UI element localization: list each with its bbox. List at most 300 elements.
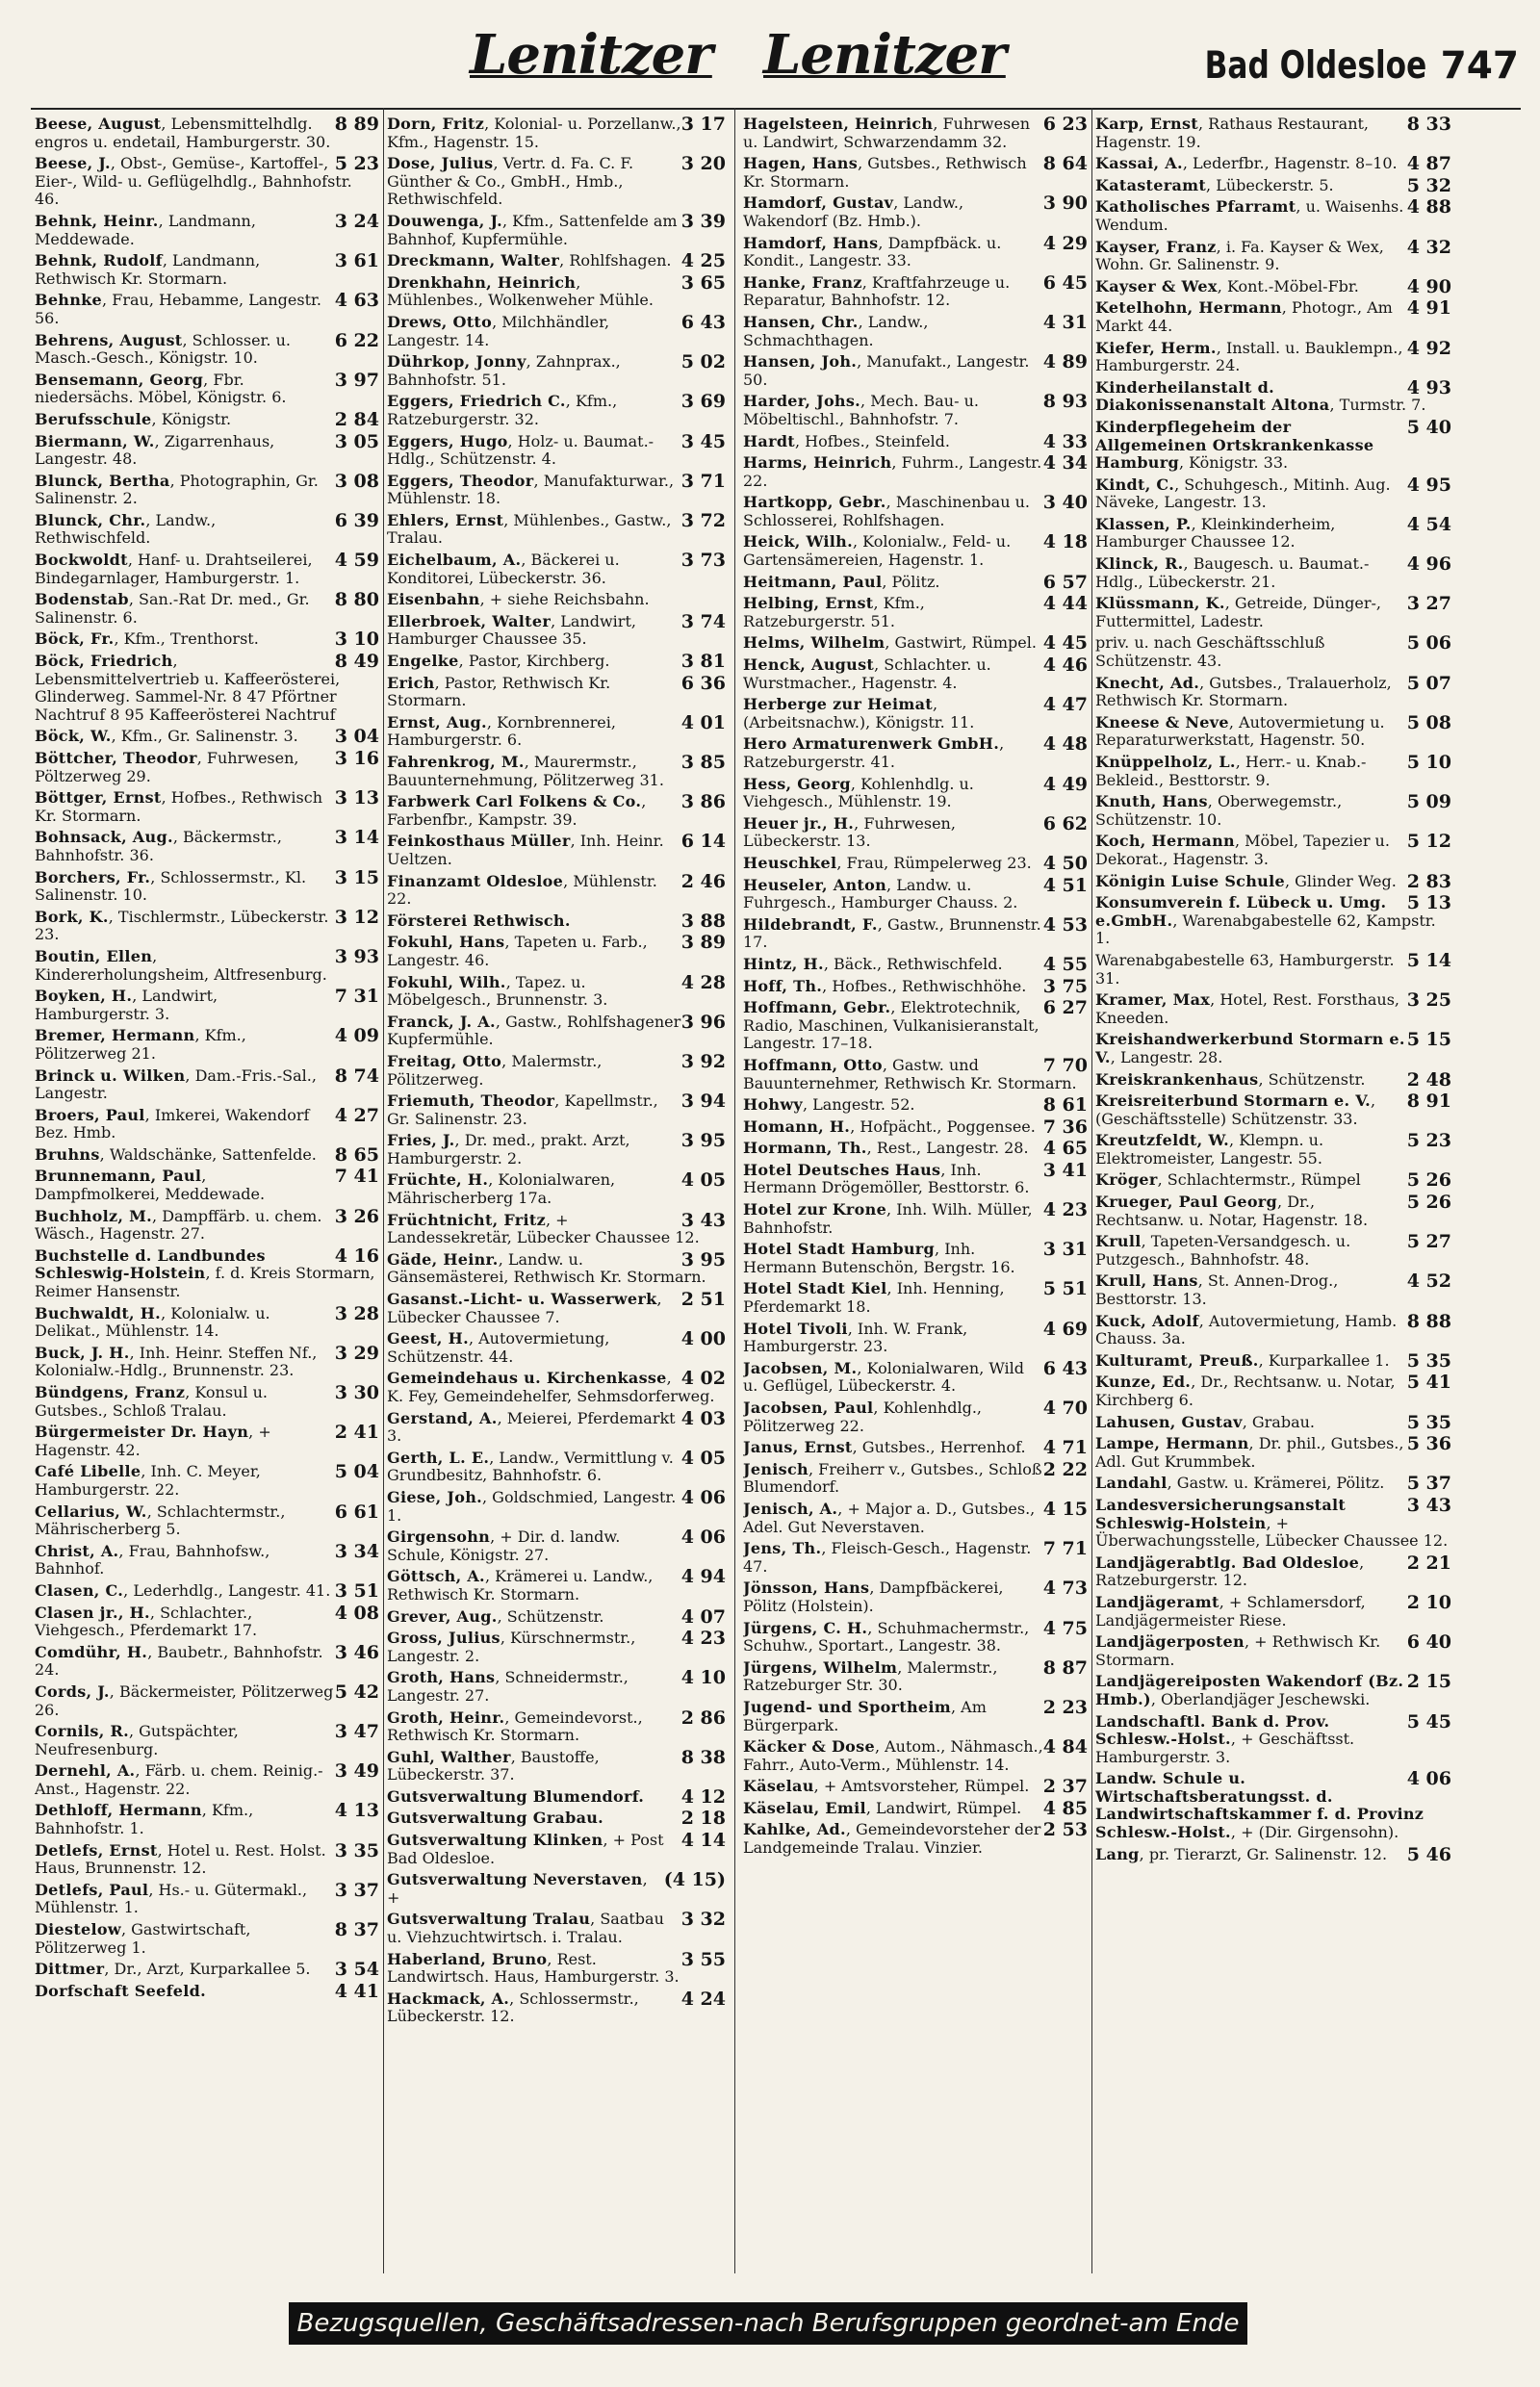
directory-entry: 3 89 Fokuhl, Hans, Tapeten u. Farb., Langestr. 46. <box>387 932 726 969</box>
entry-description: Frau, Rümpelerweg 23. <box>846 853 1032 872</box>
entry-description: Holz- u. Baumat.-Hdlg., Schützenstr. 4. <box>387 431 654 469</box>
entry-name: Helbing, Ernst <box>743 594 874 613</box>
entry-name: Landjägerabtlg. Bad Oldesloe <box>1095 1553 1360 1572</box>
entry-name: Groth, Heinr. <box>387 1707 505 1727</box>
entry-name: Försterei Rethwisch. <box>387 911 571 930</box>
entry-description: Schuhgesch., Mitinh. Aug. Näveke, Langestr. 13. <box>1095 475 1391 512</box>
directory-entry: 5 26 Krueger, Paul Georg, Dr., Rechtsanw. u. Notar, Hagenstr. 18. <box>1095 1192 1451 1229</box>
entry-description: Schlossermstr., Kl. Salinenstr. 10. <box>35 867 307 905</box>
entry-description: Inh. Heinr. Steffen Nf., Kolonialw.-Hdlg., Brunnenstr. 23. <box>35 1343 318 1380</box>
directory-entry: 4 95 Kindt, C., Schuhgesch., Mitinh. Aug. Näveke, Langestr. 13. <box>1095 474 1451 512</box>
entry-description: Autovermietung u. Reparaturwerkstatt, Hagenstr. 50. <box>1095 712 1385 750</box>
entry-description: Schlachter., Viehgesch., Pferdemarkt 17. <box>35 1603 258 1640</box>
directory-entry: 6 22 Behrens, August, Schlosser. u. Masch.-Gesch., Königstr. 10. <box>35 329 379 368</box>
directory-entry: 8 89 Beese, August, Lebensmittelhdlg. engros u. endetail, Hamburgerstr. 30. <box>35 116 379 151</box>
directory-entry: 3 96 Franck, J. A., Gastw., Rohlfshagener Kupfermühle. <box>387 1011 726 1049</box>
entry-name: Knuth, Hans <box>1095 792 1208 811</box>
phone-number: 5 42 <box>334 1681 379 1703</box>
entry-description: (Arbeitsnachw.), Königstr. 11. <box>743 712 975 732</box>
directory-entry: 8 37 Diestelow, Gastwirtschaft, Pölitzerweg 1. <box>35 1919 379 1957</box>
directory-entry: 4 54 Klassen, P., Kleinkinderheim, Hamburger Chaussee 12. <box>1095 513 1451 552</box>
directory-entry: 2 15 Landjägereiposten Wakendorf (Bz. Hmb.), Oberlandjäger Jeschewski. <box>1095 1671 1451 1708</box>
directory-entry: 3 69 Eggers, Friedrich C., Kfm., Ratzeburgerstr. 32. <box>387 391 726 428</box>
entry-name: Landw. Schule u. Wirtschaftsberatungsst. d. Landwirtschaftskammer f. d. Provinz Schlesw.-Holst. <box>1095 1769 1424 1842</box>
entry-description: Saatbau u. Viehzuchtwirtsch. i. Tralau. <box>387 1910 664 1947</box>
phone-number: 8 37 <box>334 1919 379 1941</box>
entry-name: Behnk, Rudolf <box>35 251 163 270</box>
entry-name: Beese, August <box>35 116 162 133</box>
entry-description: Maurermstr., Bauunternehmung, Pölitzerweg 31. <box>387 753 664 789</box>
phone-number: 3 46 <box>334 1641 379 1663</box>
directory-entry: 4 90 Kayser & Wex, Kont.-Möbel-Fbr. <box>1095 275 1451 297</box>
footer-banner: Bezugsquellen, Geschäftsadressen-nach Berufsgruppen geordnet-am Ende des Buches <box>289 2302 1247 2345</box>
entry-name: Eichelbaum, A. <box>387 551 522 570</box>
entry-name: Käselau, Emil <box>743 1798 866 1817</box>
phone-number: 6 40 <box>1406 1631 1451 1654</box>
entry-description: Hofbes., Steinfeld. <box>805 431 950 450</box>
entry-description: Langestr. 52. <box>812 1095 915 1115</box>
entry-name: Hoff, Th. <box>743 976 823 995</box>
directory-entry: 5 02 Dührkop, Jonny, Zahnprax., Bahnhofstr. 51. <box>387 351 726 389</box>
entry-description: Gastw. u. Krämerei, Pölitz. <box>1176 1474 1385 1493</box>
entry-description: Dampfbäck. u. Kondit., Langestr. 33. <box>743 233 1002 270</box>
directory-entry <box>387 1785 726 1808</box>
entry-name: Ketelhohn, Hermann <box>1095 298 1282 318</box>
entry-name: Kreutzfeldt, W. <box>1095 1131 1230 1150</box>
entry-name: Comdühr, H. <box>35 1642 148 1661</box>
entry-description: Frau, Hebamme, Langestr. 56. <box>35 291 321 327</box>
entry-name: Landesversicherungsanstalt Schleswig-Holstein <box>1095 1495 1347 1532</box>
directory-entry: 5 35 Lahusen, Gustav, Grabau. <box>1095 1411 1451 1433</box>
column-divider <box>1091 108 1092 2273</box>
entry-description: Tapez. u. Möbelgesch., Brunnenstr. 3. <box>387 972 608 1010</box>
entry-description: Kolonialwaren, Wild u. Geflügel, Lübeckerstr. 4. <box>743 1358 1025 1396</box>
entry-description: Kfm., Gr. Salinenstr. 3. <box>120 727 298 746</box>
phone-number: 8 49 <box>334 651 379 673</box>
directory-entry: 4 49 Hess, Georg, Kohlenhdlg. u. Viehgesch., Mühlenstr. 19. <box>743 773 1088 811</box>
entry-description: Warenabgabestelle 62, Kampstr. 1. <box>1095 911 1436 948</box>
directory-entry: 3 10 Böck, Fr., Kfm., Trenthorst. <box>35 629 379 651</box>
entry-description: Bäckerei u. Konditorei, Lübeckerstr. 36. <box>387 551 620 587</box>
entry-name: Kreishandwerkerbund Stormarn e. V. <box>1095 1030 1405 1066</box>
entry-description: Kolonialw. u. Delikat., Mühlenstr. 14. <box>35 1303 270 1341</box>
entry-description: Rest. Landwirtsch. Haus, Hamburgerstr. 3. <box>387 1949 680 1987</box>
directory-entry: 4 70 Jacobsen, Paul, Kohlenhdlg., Pölitzerweg 22. <box>743 1398 1088 1435</box>
phone-number: 3 10 <box>334 629 379 651</box>
entry-description: Landwirt, Rümpel. <box>876 1798 1022 1817</box>
entry-description: Malermstr., Ratzeburger Str. 30. <box>743 1657 998 1695</box>
directory-entry: 4 94 Göttsch, A., Krämerei u. Landw., Rethwisch Kr. Stormarn. <box>387 1566 726 1604</box>
directory-entry: 4 92 Kiefer, Herm., Install. u. Bauklempn., Hamburgerstr. 24. <box>1095 337 1451 375</box>
phone-number: 5 46 <box>1406 1843 1451 1865</box>
entry-name: Bürgermeister Dr. Hayn <box>35 1423 249 1442</box>
entry-name: Clasen, C. <box>35 1580 124 1600</box>
phone-number: 4 28 <box>680 971 726 993</box>
phone-number: 2 10 <box>1406 1591 1451 1613</box>
directory-entry: 4 59 Bockwoldt, Hanf- u. Drahtseilerei, Bindegarnlager, Hamburgerstr. 1. <box>35 550 379 587</box>
entry-description: i. Fa. Kayser & Wex, Wohn. Gr. Salinenstr. 9. <box>1095 237 1384 274</box>
entry-description: f. d. Kreis Stormarn, Reimer Hansenstr. <box>35 1264 375 1301</box>
entry-name: Friemuth, Theodor <box>387 1091 555 1111</box>
phone-number: 3 75 <box>1042 975 1088 997</box>
entry-name: Bockwoldt <box>35 551 128 570</box>
entry-name: Boutin, Ellen <box>35 946 153 965</box>
phone-number: 3 96 <box>680 1011 726 1033</box>
phone-number: 8 88 <box>1406 1310 1451 1332</box>
entry-name: Karp, Ernst <box>1095 116 1198 133</box>
entry-name: Kayser & Wex <box>1095 276 1218 295</box>
entry-name: Fokuhl, Wilh. <box>387 972 506 991</box>
entry-name: Böck, W. <box>35 727 112 746</box>
entry-name: Diestelow <box>35 1920 121 1939</box>
entry-description: Schuhmachermstr., Schuhw., Sportart., Langestr. 38. <box>743 1618 1030 1656</box>
phone-number: 4 63 <box>334 290 379 312</box>
entry-description: Bäck., Rethwischfeld. <box>834 954 1003 973</box>
directory-entry: 6 43 Drews, Otto, Milchhändler, Langestr. 14. <box>387 311 726 349</box>
entry-description: Gemeindevorsteher der Landgemeinde Tralau. Vinzier. <box>743 1820 1041 1858</box>
phone-number: 5 51 <box>1042 1278 1088 1300</box>
entry-description: Kornbrennerei, Hamburgerstr. 6. <box>387 712 616 750</box>
entry-description: Gutsbes., Herrenhof. <box>861 1438 1026 1457</box>
directory-entry: 3 43 Landesversicherungsanstalt Schleswig-Holstein, + Überwachungsstelle, Lübecker Chaussee 12. <box>1095 1494 1451 1551</box>
entry-name: Lang <box>1095 1844 1140 1863</box>
phone-number: 3 54 <box>334 1959 379 1981</box>
entry-name: Kreisreiterbund Stormarn e. V. <box>1095 1091 1371 1111</box>
phone-number: 4 90 <box>1406 275 1451 297</box>
entry-description: Schlachtermstr., Rümpel <box>1167 1170 1361 1190</box>
directory-entry: 4 48 Hero Armaturenwerk GmbH., Ratzeburgerstr. 41. <box>743 733 1088 771</box>
phone-number: 5 08 <box>1406 711 1451 733</box>
phone-number: 6 14 <box>680 831 726 853</box>
entry-name: Guhl, Walther <box>387 1747 511 1766</box>
directory-entry: 8 88 Kuck, Adolf, Autovermietung, Hamb. Chauss. 3a. <box>1095 1310 1451 1348</box>
directory-entry: 4 27 Broers, Paul, Imkerei, Wakendorf Bez. Hmb. <box>35 1104 379 1142</box>
directory-entry: 2 41 Bürgermeister Dr. Hayn, + Hagenstr. 42. <box>35 1422 379 1459</box>
directory-entry <box>387 1810 726 1828</box>
entry-name: Dose, Julius <box>387 154 494 173</box>
entry-name: Käcker & Dose <box>743 1737 875 1757</box>
directory-entry: 3 37 Detlefs, Paul, Hs.- u. Gütermakl., Mühlenstr. 1. <box>35 1879 379 1917</box>
entry-name: Fokuhl, Hans <box>387 933 505 952</box>
phone-number: 2 84 <box>334 408 379 430</box>
phone-number: 4 01 <box>680 711 726 733</box>
entry-description: Gastwirt, Rümpel. <box>894 633 1037 653</box>
directory-entry: 4 06 Giese, Joh., Goldschmied, Langestr. 1. <box>387 1486 726 1525</box>
entry-name: Dührkop, Jonny <box>387 352 526 372</box>
directory-entry: 4 02 Gemeindehaus u. Kirchenkasse, K. Fey, Gemeindehelfer, Sehmsdorferweg. <box>387 1368 726 1405</box>
entry-name: Heuschkel <box>743 853 837 872</box>
phone-number: 5 40 <box>1406 416 1451 438</box>
directory-entry: 2 86 Groth, Heinr., Gemeindevorst., Rethwisch Kr. Stormarn. <box>387 1707 726 1745</box>
phone-number: 5 10 <box>1406 752 1451 773</box>
entry-description: Dam.-Fris.-Sal., Langestr. <box>35 1065 317 1103</box>
entry-name: Homann, H. <box>743 1116 851 1136</box>
entry-name: Bensemann, Georg <box>35 370 204 389</box>
entry-description: Konsul u. Gutsbes., Schloß Tralau. <box>35 1383 268 1420</box>
directory-entry: 3 71 Eggers, Theodor, Manufakturwar., Mühlenstr. 18. <box>387 470 726 508</box>
entry-name: Dorn, Fritz <box>387 116 485 133</box>
entry-description: Gastw., Brunnenstr. 17. <box>743 914 1041 952</box>
entry-name: Behnke <box>35 291 103 310</box>
entry-name: Heuer jr., H. <box>743 813 855 833</box>
entry-name: Böck, Friedrich <box>35 652 173 671</box>
entry-description: Landw., Schmachthagen. <box>743 312 929 349</box>
phone-number: 5 14 <box>1406 949 1451 971</box>
entry-description: + Geschäftsst. Hamburgerstr. 3. <box>1095 1730 1355 1766</box>
phone-number: 5 04 <box>334 1461 379 1483</box>
phone-number: 4 49 <box>1042 773 1088 795</box>
entry-name: Käselau <box>743 1777 814 1796</box>
phone-number: 3 05 <box>334 430 379 452</box>
entry-description: Landw., Rethwischfeld. <box>35 510 217 548</box>
entry-name: Herberge zur Heimat <box>743 695 933 714</box>
directory-entry: 3 97 Bensemann, Georg, Fbr. niedersächs. Möbel, Königstr. 6. <box>35 369 379 407</box>
directory-entry: 5 12 Koch, Hermann, Möbel, Tapezier u. Dekorat., Hagenstr. 3. <box>1095 831 1451 868</box>
entry-name: Henck, August <box>743 655 875 675</box>
entry-name: Klassen, P. <box>1095 514 1192 533</box>
entry-description: Kindererholungsheim, Altfresenburg. <box>35 964 327 984</box>
directory-entry: 2 53 Kahlke, Ad., Gemeindevorsteher der Landgemeinde Tralau. Vinzier. <box>743 1819 1088 1858</box>
phone-number: 3 20 <box>680 153 726 175</box>
directory-entry: 8 49 Böck, Friedrich, Lebensmittelvertrieb u. Kaffeerösterei, Glinderweg. Sammel-Nr. 8 47 Pförtner Nachtruf 8 95 Kaffeerösterei Nachtruf <box>35 651 379 724</box>
entry-description: Maschinenbau u. Schlosserei, Rohlfshagen. <box>743 493 1030 529</box>
directory-entry: 4 29 Hamdorf, Hans, Dampfbäck. u. Kondit., Langestr. 33. <box>743 232 1088 270</box>
directory-entry: 3 24 Behnk, Heinr., Landmann, Meddewade. <box>35 210 379 248</box>
directory-entry: 6 39 Blunck, Chr., Landw., Rethwischfeld. <box>35 509 379 548</box>
entry-name: Knüppelholz, L. <box>1095 753 1236 771</box>
entry-name: Grever, Aug. <box>387 1606 498 1626</box>
entry-description: Fbr. niedersächs. Möbel, Königstr. 6. <box>35 370 287 407</box>
phone-number: 4 50 <box>1042 852 1088 874</box>
phone-number: 4 31 <box>1042 311 1088 333</box>
phone-number: 3 90 <box>1042 192 1088 215</box>
entry-name: Eisenbahn <box>387 590 480 609</box>
entry-description: Klempn. u. Elektromeister, Langestr. 55. <box>1095 1131 1324 1168</box>
entry-name: Jürgens, Wilhelm <box>743 1657 898 1677</box>
entry-name: Klinck, R. <box>1095 554 1184 574</box>
directory-entry: 3 72 Ehlers, Ernst, Mühlenbes., Gastw., Tralau. <box>387 509 726 548</box>
directory-entry: 3 29 Buck, J. H., Inh. Heinr. Steffen Nf., Kolonialw.-Hdlg., Brunnenstr. 23. <box>35 1342 379 1380</box>
phone-number: 8 64 <box>1042 153 1088 175</box>
phone-number: 8 93 <box>1042 391 1088 413</box>
entry-description: Dr., Rechtsanw. u. Notar, Kirchberg 6. <box>1095 1373 1396 1409</box>
entry-description: Schlachter. u. Wurstmacher., Hagenstr. 4. <box>743 655 991 692</box>
entry-description: Getreide, Dünger-, Futtermittel, Ladestr. <box>1095 594 1381 630</box>
directory-entry: 4 05 Gerth, L. E., Landw., Vermittlung v. Grundbesitz, Bahnhofstr. 6. <box>387 1447 726 1485</box>
phone-number: 4 75 <box>1042 1617 1088 1639</box>
directory-entry: 3 65 Drenkhahn, Heinrich, Mühlenbes., Wolkenweher Mühle. <box>387 271 726 310</box>
phone-number: 5 23 <box>1406 1130 1451 1152</box>
entry-name: Hohwy <box>743 1095 803 1115</box>
entry-description: Obst-, Gemüse-, Kartoffel-, Eier-, Wild- u. Geflügelhdlg., Bahnhofstr. 46. <box>35 154 352 209</box>
directory-entry: 3 39 Douwenga, J., Kfm., Sattenfelde am Bahnhof, Kupfermühle. <box>387 210 726 248</box>
directory-entry: 4 09 Bremer, Hermann, Kfm., Pölitzerweg 21. <box>35 1025 379 1063</box>
entry-description: Bäckermstr., Bahnhofstr. 36. <box>35 828 282 864</box>
phone-number: (4 15) <box>663 1869 726 1891</box>
entry-name: Konsumverein f. Lübeck u. Umg. e.GmbH. <box>1095 893 1387 930</box>
entry-description: Lederfbr., Hagenstr. 8–10. <box>1193 154 1398 173</box>
directory-entry: 5 13 Konsumverein f. Lübeck u. Umg. e.GmbH., Warenabgabestelle 62, Kampstr. 1. <box>1095 892 1451 948</box>
phone-number: 5 37 <box>1406 1473 1451 1495</box>
phone-number: 4 00 <box>680 1328 726 1350</box>
directory-entry: 3 73 Eichelbaum, A., Bäckerei u. Konditorei, Lübeckerstr. 36. <box>387 550 726 587</box>
phone-number: 3 81 <box>680 651 726 673</box>
directory-entry: 4 24 Hackmack, A., Schlossermstr., Lübeckerstr. 12. <box>387 1988 726 2026</box>
directory-entry: 4 47 Herberge zur Heimat, (Arbeitsnachw.), Königstr. 11. <box>743 694 1088 732</box>
entry-description: + Dir. d. landw. Schule, Königstr. 27. <box>387 1527 621 1564</box>
entry-name: Jenisch <box>743 1459 808 1478</box>
phone-number: 5 32 <box>1406 174 1451 196</box>
publisher-logo: Lenitzer <box>470 23 712 87</box>
entry-name: Kayser, Franz <box>1095 237 1217 256</box>
phone-number: 2 83 <box>1406 870 1451 892</box>
phone-number: 5 26 <box>1406 1192 1451 1214</box>
entry-name: Jenisch, A. <box>743 1499 838 1518</box>
directory-entry: 7 31 Boyken, H., Landwirt, Hamburgerstr. 3. <box>35 986 379 1023</box>
entry-description: Lebensmittelhdlg. engros u. endetail, Hamburgerstr. 30. <box>35 116 331 151</box>
entry-name: Landahl <box>1095 1474 1168 1493</box>
entry-description: Ratzeburgerstr. 12. <box>1095 1571 1247 1590</box>
entry-description: Dr. phil., Gutsbes., Adl. Gut Krummbek. <box>1095 1434 1404 1471</box>
entry-description: Mühlenbes., Wolkenweher Mühle. <box>387 291 654 310</box>
directory-entry: 5 45 Landschaftl. Bank d. Prov. Schlesw.-Holst., + Geschäftsst. Hamburgerstr. 3. <box>1095 1710 1451 1766</box>
directory-entry: (4 15) Gutsverwaltung Neverstaven, + <box>387 1869 726 1907</box>
directory-entry: 6 27 Hoffmann, Gebr., Elektrotechnik, Radio, Maschinen, Vulkanisieranstalt, Langestr. 17–18. <box>743 997 1088 1053</box>
entry-description: Schützenstr. <box>1268 1069 1366 1089</box>
directory-column-4 <box>1095 116 1451 2270</box>
phone-number: 5 41 <box>1406 1372 1451 1394</box>
phone-number: 2 37 <box>1042 1776 1088 1798</box>
phone-number: 4 12 <box>680 1785 726 1808</box>
phone-number: 2 21 <box>1406 1552 1451 1574</box>
entry-name: Kreiskrankenhaus <box>1095 1069 1259 1089</box>
directory-entry: 2 21 Landjägerabtlg. Bad Oldesloe, Ratzeburgerstr. 12. <box>1095 1552 1451 1590</box>
entry-description: Kolonialw., Feld- u. Gartensämereien, Hagenstr. 1. <box>743 532 1012 570</box>
entry-name: Hackmack, A. <box>387 1989 510 2008</box>
entry-description: Schützenstr. <box>506 1606 604 1626</box>
directory-entry: 5 37 Landahl, Gastw. u. Krämerei, Pölitz. <box>1095 1473 1451 1495</box>
entry-description: Gutsbes., Tralauerholz, Rethwisch Kr. Stormarn. <box>1095 673 1392 710</box>
entry-description: Schlachtermstr., Mährischerberg 5. <box>35 1502 286 1539</box>
phone-number: 4 41 <box>334 1980 379 2002</box>
entry-description: Lederhdlg., Langestr. 41. <box>133 1580 331 1600</box>
entry-description: Meierei, Pferdemarkt 3. <box>387 1408 676 1446</box>
entry-name: Biermann, W. <box>35 431 155 450</box>
phone-number: 4 16 <box>334 1245 379 1267</box>
directory-entry <box>1095 949 1451 988</box>
entry-description: Landw. u. Gänsemästerei, Rethwisch Kr. Stormarn. <box>387 1249 706 1287</box>
entry-description: Krämerei u. Landw., Rethwisch Kr. Stormarn. <box>387 1567 654 1604</box>
entry-description: Kürschnermstr., Langestr. 2. <box>387 1629 636 1665</box>
entry-description: + (Dir. Girgensohn). <box>1241 1823 1399 1842</box>
entry-name: Heitmann, Paul <box>743 572 883 591</box>
entry-description: Inh. Heinr. Ueltzen. <box>387 832 664 868</box>
entry-description: Baubetr., Bahnhofstr. 24. <box>35 1642 323 1680</box>
phone-number: 3 43 <box>1406 1494 1451 1516</box>
entry-description: Landwirt, Hamburger Chaussee 35. <box>387 611 636 649</box>
directory-entry: 5 36 Lampe, Hermann, Dr. phil., Gutsbes., Adl. Gut Krummbek. <box>1095 1433 1451 1471</box>
directory-entry: 3 49 Dernehl, A., Färb. u. chem. Reinig.-Anst., Hagenstr. 22. <box>35 1760 379 1798</box>
directory-entry: 3 94 Friemuth, Theodor, Kapellmstr., Gr. Salinenstr. 23. <box>387 1091 726 1128</box>
entry-name: Krueger, Paul Georg <box>1095 1193 1278 1212</box>
directory-entry: 5 08 Kneese & Neve, Autovermietung u. Reparaturwerkstatt, Hagenstr. 50. <box>1095 711 1451 750</box>
entry-name: Buchstelle d. Landbundes Schleswig-Holstein <box>35 1245 266 1283</box>
entry-description: Hofpächt., Poggensee. <box>860 1116 1036 1136</box>
phone-number: 4 65 <box>1042 1138 1088 1160</box>
entry-description: Inh. Hermann Butenschön, Bergstr. 16. <box>743 1240 1015 1276</box>
phone-number: 3 37 <box>334 1879 379 1901</box>
entry-name: Kuck, Adolf <box>1095 1311 1199 1330</box>
entry-name: Gerstand, A. <box>387 1408 498 1427</box>
entry-description: priv. u. nach Geschäftsschluß Schützenstr. 43. <box>1095 633 1325 671</box>
entry-name: Katholisches Pfarramt <box>1095 197 1296 217</box>
entry-name: Hansen, Chr. <box>743 312 859 331</box>
directory-entry: 3 95 Gäde, Heinr., Landw. u. Gänsemästerei, Rethwisch Kr. Stormarn. <box>387 1248 726 1287</box>
phone-number: 3 29 <box>334 1342 379 1364</box>
phone-number: 6 57 <box>1042 571 1088 593</box>
phone-number: 3 94 <box>680 1091 726 1113</box>
entry-name: Dernehl, A. <box>35 1761 136 1781</box>
entry-description: Mühlenstr. 22. <box>387 871 657 909</box>
directory-entry: 2 22 Jenisch, Freiherr v., Gutsbes., Schloß Blumendorf. <box>743 1458 1088 1497</box>
directory-entry: 6 62 Heuer jr., H., Fuhrwesen, Lübeckerstr. 13. <box>743 812 1088 851</box>
entry-description: Kfm., Trenthorst. <box>123 629 259 649</box>
phone-number: 3 95 <box>680 1248 726 1270</box>
phone-number: 5 07 <box>1406 672 1451 694</box>
directory-entry: 3 46 Comdühr, H., Baubetr., Bahnhofstr. 24. <box>35 1641 379 1680</box>
directory-entry: 4 06 Girgensohn, + Dir. d. landw. Schule, Königstr. 27. <box>387 1527 726 1564</box>
entry-name: Früchtnicht, Fritz <box>387 1210 546 1229</box>
entry-name: Hardt <box>743 431 795 450</box>
directory-entry: 2 51 Gasanst.-Licht- u. Wasserwerk, Lübecker Chaussee 7. <box>387 1289 726 1326</box>
phone-number: 4 03 <box>680 1407 726 1429</box>
phone-number: 4 45 <box>1042 632 1088 654</box>
phone-number: 4 08 <box>334 1602 379 1624</box>
phone-number: 6 43 <box>680 311 726 333</box>
phone-number: 5 35 <box>1406 1411 1451 1433</box>
entry-description: Fuhrwesen, Lübeckerstr. 13. <box>743 813 956 851</box>
directory-entry: 3 05 Biermann, W., Zigarrenhaus, Langestr. 48. <box>35 430 379 469</box>
directory-entry: 4 73 Jönsson, Hans, Dampfbäckerei, Pölitz (Holstein). <box>743 1578 1088 1615</box>
directory-entry: 5 07 Knecht, Ad., Gutsbes., Tralauerholz, Rethwisch Kr. Stormarn. <box>1095 672 1451 710</box>
phone-number: 3 43 <box>680 1209 726 1231</box>
phone-number: 3 30 <box>334 1382 379 1403</box>
entry-name: Drenkhahn, Heinrich <box>387 272 577 292</box>
directory-entry: 4 25 Dreckmann, Walter, Rohlfshagen. <box>387 250 726 272</box>
directory-entry: 4 23 Hotel zur Krone, Inh. Wilh. Müller, Bahnhofstr. <box>743 1199 1088 1237</box>
directory-entry: 3 75 Hoff, Th., Hofbes., Rethwischhöhe. <box>743 975 1088 997</box>
entry-name: Jugend- und Sportheim <box>743 1697 951 1716</box>
page-header <box>0 0 1540 108</box>
entry-description: + Schlamersdorf, Landjägermeister Riese. <box>1095 1592 1366 1630</box>
entry-description: Landw., Vermittlung v. Grundbesitz, Bahnhofstr. 6. <box>387 1448 674 1485</box>
phone-number: 4 15 <box>1042 1498 1088 1520</box>
entry-description: Rathaus Restaurant, Hagenstr. 19. <box>1095 116 1370 151</box>
entry-name: Gäde, Heinr. <box>387 1249 499 1269</box>
phone-number: 3 61 <box>334 250 379 272</box>
entry-description: + Überwachungsstelle, Lübecker Chaussee 12. <box>1095 1513 1449 1551</box>
entry-description: + Hagenstr. 42. <box>35 1423 271 1459</box>
directory-entry: 8 91 Kreisreiterbund Stormarn e. V., (Geschäftsstelle) Schützenstr. 33. <box>1095 1091 1451 1128</box>
entry-description: St. Annen-Drog., Besttorstr. 13. <box>1095 1271 1339 1309</box>
entry-name: Hartkopp, Gebr. <box>743 493 886 512</box>
entry-name: Dittmer <box>35 1960 105 1979</box>
phone-number: 4 07 <box>680 1605 726 1628</box>
phone-number: 3 69 <box>680 391 726 413</box>
phone-number: 2 15 <box>1406 1671 1451 1693</box>
entry-description: Hs.- u. Gütermakl., Mühlenstr. 1. <box>35 1880 308 1917</box>
phone-number: 3 26 <box>334 1205 379 1227</box>
